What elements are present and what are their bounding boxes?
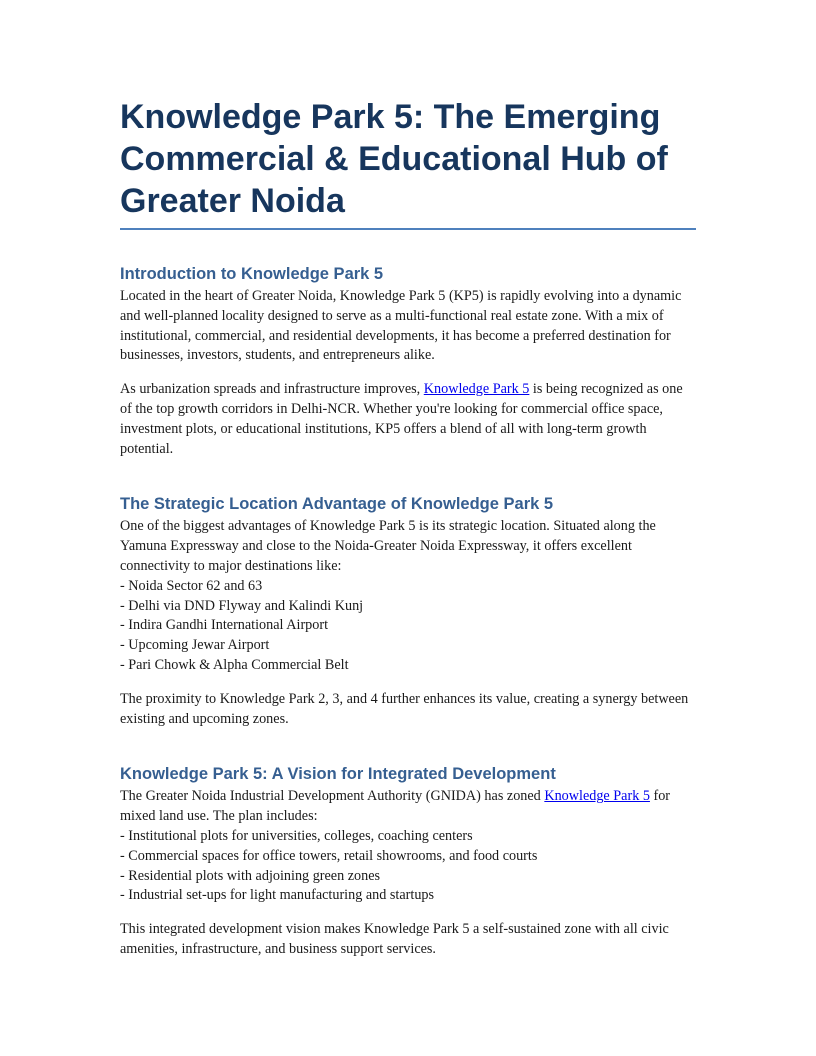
paragraph-text: One of the biggest advantages of Knowledge Park 5 is its strategic location. Situated along the Yamuna Expressway and close to the Noida-Greater Noida Expressway, it offers excellent connectivity to major destinations like:: [120, 518, 656, 574]
list-item: - Residential plots with adjoining green zones: [120, 867, 381, 884]
section-heading: Introduction to Knowledge Park 5: [120, 265, 384, 283]
paragraph: This integrated development vision makes Knowledge Park 5 a self-sustained zone with all civic amenities, infrastructure, and business support services.: [120, 921, 669, 957]
paragraph: [120, 517, 696, 675]
paragraph: Located in the heart of Greater Noida, Knowledge Park 5 (KP5) is rapidly evolving into a dynamic and well-planned locality designed to serve as a multi-functional real estate zone. With a mix of institutional, commercial, and residential developments, it has become a preferred destination for businesses, investors, students, and entrepreneurs alike.: [120, 288, 682, 364]
list-item: - Commercial spaces for office towers, retail showrooms, and food courts: [120, 847, 538, 864]
section-introduction: [120, 264, 696, 459]
list-item: - Industrial set-ups for light manufacturing and startups: [120, 887, 435, 904]
list-item: - Pari Chowk & Alpha Commercial Belt: [120, 656, 349, 673]
list-item: - Noida Sector 62 and 63: [120, 577, 263, 594]
list-item: - Upcoming Jewar Airport: [120, 637, 270, 654]
section-heading: Knowledge Park 5: A Vision for Integrated Development: [120, 765, 556, 784]
paragraph-text: As urbanization spreads and infrastructure improves,: [120, 381, 424, 398]
knowledge-park-5-link[interactable]: Knowledge Park 5: [544, 788, 650, 805]
section-heading: The Strategic Location Advantage of Knowledge Park 5: [120, 495, 554, 514]
section-strategic-location: [120, 494, 696, 729]
list-item: - Indira Gandhi International Airport: [120, 617, 329, 634]
paragraph: [120, 380, 696, 459]
document-page: [120, 96, 696, 960]
list-item: - Delhi via DND Flyway and Kalindi Kunj: [120, 597, 364, 614]
knowledge-park-5-link[interactable]: Knowledge Park 5: [423, 381, 530, 398]
document-title: Knowledge Park 5: The Emerging Commercial & Educational Hub of Greater Noida: [120, 96, 696, 230]
paragraph: [120, 787, 696, 906]
list-item: - Institutional plots for universities, colleges, coaching centers: [120, 827, 473, 844]
section-integrated-development: [120, 764, 696, 959]
paragraph-text: is being recognized as one of the top growth corridors in Delhi-NCR. Whether you're looking for commercial office space, investment plots, or educational institutions, KP5 offers a blend of all with long-term growth potential.: [120, 381, 683, 457]
paragraph: The proximity to Knowledge Park 2, 3, and 4 further enhances its value, creating a synergy between existing and upcoming zones.: [120, 690, 689, 727]
paragraph-text: The Greater Noida Industrial Development Authority (GNIDA) has zoned: [120, 788, 545, 805]
paragraph-text: for mixed land use. The plan includes:: [120, 788, 671, 825]
